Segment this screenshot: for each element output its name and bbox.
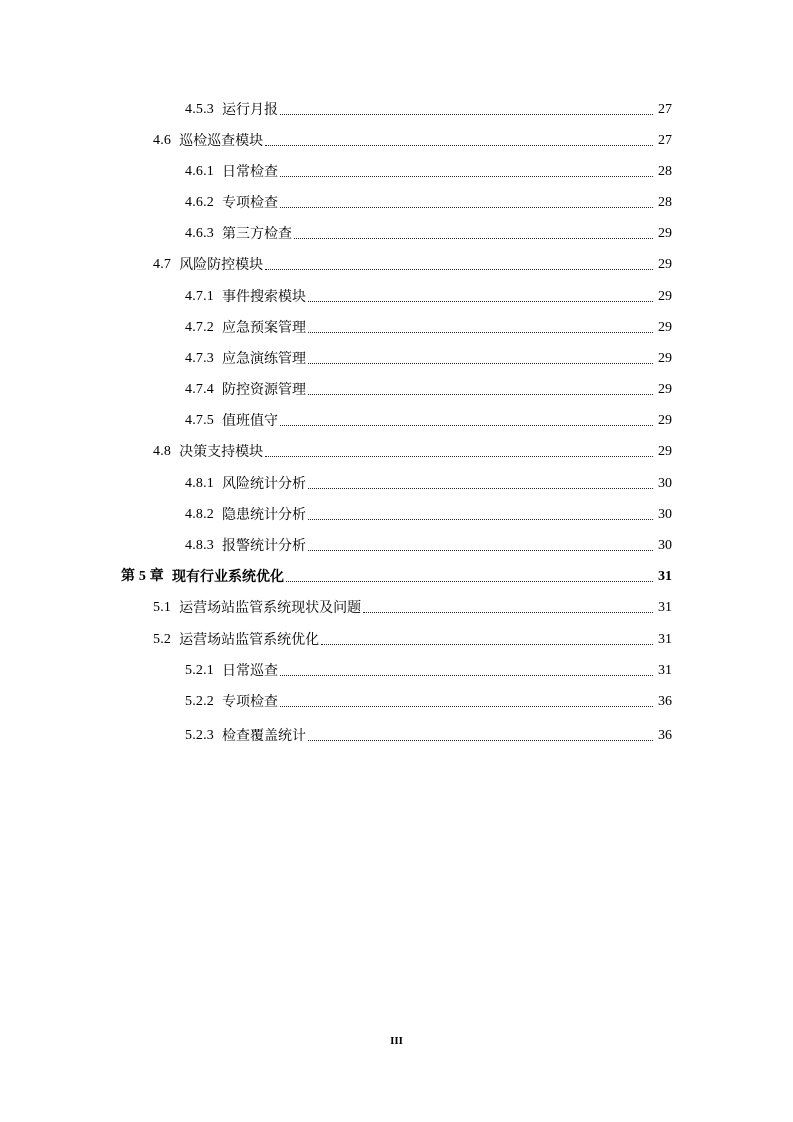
toc-entry-page: 27 bbox=[658, 133, 672, 148]
dot-leader bbox=[265, 456, 653, 457]
toc-entry-number: 4.6 bbox=[153, 133, 172, 148]
toc-entry-page: 29 bbox=[658, 320, 672, 335]
toc-entry-4-7-1[interactable] bbox=[185, 286, 672, 308]
toc-entry-title: 风险防控模块 bbox=[179, 257, 264, 273]
toc-entry-4-7-4[interactable] bbox=[185, 379, 672, 401]
dot-leader bbox=[286, 581, 653, 582]
toc-entry-chapter-5[interactable] bbox=[121, 566, 672, 588]
toc-entry-4-6-1[interactable] bbox=[185, 161, 672, 183]
dot-leader bbox=[280, 114, 653, 115]
toc-entry-page: 28 bbox=[658, 164, 672, 179]
toc-entry-page: 31 bbox=[658, 632, 672, 647]
toc-entry-number: 4.7.4 bbox=[185, 382, 214, 397]
dot-leader bbox=[321, 644, 653, 645]
dot-leader bbox=[265, 145, 653, 146]
toc-entry-number: 5.2.3 bbox=[185, 728, 214, 743]
toc-entry-title: 报警统计分析 bbox=[222, 538, 306, 554]
toc-entry-4-7-3[interactable] bbox=[185, 348, 672, 370]
toc-entry-number: 第 5 章 bbox=[121, 569, 164, 584]
toc-entry-page: 29 bbox=[658, 226, 672, 241]
toc-entry-4-6[interactable] bbox=[153, 130, 672, 152]
toc-entry-page: 36 bbox=[658, 728, 672, 743]
toc-entry-title: 日常检查 bbox=[222, 164, 278, 180]
dot-leader bbox=[280, 425, 653, 426]
toc-entry-title: 专项检查 bbox=[222, 195, 278, 211]
toc-entry-4-7[interactable] bbox=[153, 254, 672, 276]
toc-entry-4-7-2[interactable] bbox=[185, 317, 672, 339]
dot-leader bbox=[308, 519, 653, 520]
toc-entry-title: 隐患统计分析 bbox=[222, 507, 306, 523]
toc-entry-page: 31 bbox=[658, 663, 672, 678]
dot-leader bbox=[280, 207, 653, 208]
toc-entry-page: 28 bbox=[658, 195, 672, 210]
toc-entry-number: 4.7 bbox=[153, 257, 172, 272]
toc-entry-number: 5.2.2 bbox=[185, 694, 214, 709]
dot-leader bbox=[308, 332, 653, 333]
toc-entry-title: 检查覆盖统计 bbox=[222, 728, 306, 744]
toc-entry-number: 4.7.1 bbox=[185, 289, 214, 304]
toc-entry-number: 5.1 bbox=[153, 600, 172, 615]
toc-entry-title: 巡检巡查模块 bbox=[179, 133, 264, 149]
toc-entry-page: 30 bbox=[658, 538, 672, 553]
toc-entry-number: 4.6.3 bbox=[185, 226, 214, 241]
toc-entry-number: 4.8 bbox=[153, 444, 172, 459]
dot-leader bbox=[308, 740, 653, 741]
toc-entry-title: 风险统计分析 bbox=[222, 476, 306, 492]
toc-entry-title: 日常巡查 bbox=[222, 663, 278, 679]
toc-entry-4-6-2[interactable] bbox=[185, 192, 672, 214]
toc-entry-page: 29 bbox=[658, 257, 672, 272]
dot-leader bbox=[308, 301, 653, 302]
toc-entry-page: 30 bbox=[658, 507, 672, 522]
toc-entry-5-2-2[interactable] bbox=[185, 691, 672, 713]
toc-entry-number: 4.7.3 bbox=[185, 351, 214, 366]
toc-entry-title: 应急预案管理 bbox=[222, 320, 306, 336]
toc-entry-page: 29 bbox=[658, 289, 672, 304]
toc-entry-number: 4.8.1 bbox=[185, 476, 214, 491]
toc-entry-title: 第三方检查 bbox=[222, 226, 292, 242]
toc-entry-page: 36 bbox=[658, 694, 672, 709]
toc-entry-page: 31 bbox=[658, 600, 672, 615]
toc-entry-title: 专项检查 bbox=[222, 694, 278, 710]
dot-leader bbox=[280, 706, 653, 707]
toc-entry-title: 防控资源管理 bbox=[222, 382, 306, 398]
toc-entry-title: 事件搜索模块 bbox=[222, 289, 306, 305]
dot-leader bbox=[308, 550, 653, 551]
dot-leader bbox=[280, 176, 653, 177]
toc-entry-4-8-1[interactable] bbox=[185, 473, 672, 495]
toc-entry-4-8-3[interactable] bbox=[185, 535, 672, 557]
dot-leader bbox=[308, 394, 653, 395]
toc-entry-page: 27 bbox=[658, 102, 672, 117]
dot-leader bbox=[265, 269, 653, 270]
toc-entry-page: 29 bbox=[658, 444, 672, 459]
toc-entry-page: 29 bbox=[658, 351, 672, 366]
page-number-footer: III bbox=[390, 1035, 403, 1047]
toc-entry-5-2[interactable] bbox=[153, 629, 672, 651]
toc-entry-4-5-3[interactable] bbox=[185, 99, 672, 121]
toc-entry-title: 值班值守 bbox=[222, 413, 278, 429]
toc-entry-number: 4.5.3 bbox=[185, 102, 214, 117]
toc-entry-title: 决策支持模块 bbox=[179, 444, 264, 460]
toc-entry-number: 4.8.2 bbox=[185, 507, 214, 522]
toc-entry-4-8-2[interactable] bbox=[185, 504, 672, 526]
toc-entry-5-1[interactable] bbox=[153, 597, 672, 619]
toc-entry-4-6-3[interactable] bbox=[185, 223, 672, 245]
toc-entry-number: 4.7.5 bbox=[185, 413, 214, 428]
toc-entry-4-7-5[interactable] bbox=[185, 410, 672, 432]
toc-entry-5-2-1[interactable] bbox=[185, 660, 672, 682]
toc-entry-page: 29 bbox=[658, 413, 672, 428]
toc-entry-4-8[interactable] bbox=[153, 441, 672, 463]
toc-entry-page: 31 bbox=[658, 569, 672, 584]
toc-entry-number: 4.7.2 bbox=[185, 320, 214, 335]
toc-entry-title: 运行月报 bbox=[222, 102, 278, 118]
toc-entry-number: 5.2.1 bbox=[185, 663, 214, 678]
toc-entry-title: 应急演练管理 bbox=[222, 351, 306, 367]
toc-entry-number: 4.6.1 bbox=[185, 164, 214, 179]
dot-leader bbox=[308, 363, 653, 364]
dot-leader bbox=[363, 612, 653, 613]
toc-entry-number: 5.2 bbox=[153, 632, 172, 647]
toc-entry-5-2-3[interactable] bbox=[185, 725, 672, 747]
toc-entry-number: 4.8.3 bbox=[185, 538, 214, 553]
toc-entry-page: 29 bbox=[658, 382, 672, 397]
toc-entry-title: 现有行业系统优化 bbox=[172, 569, 284, 585]
toc-entry-title: 运营场站监管系统优化 bbox=[179, 632, 320, 648]
toc-entry-title: 运营场站监管系统现状及问题 bbox=[179, 600, 362, 616]
toc-entry-number: 4.6.2 bbox=[185, 195, 214, 210]
dot-leader bbox=[294, 238, 653, 239]
dot-leader bbox=[308, 488, 653, 489]
dot-leader bbox=[280, 675, 653, 676]
toc-entry-page: 30 bbox=[658, 476, 672, 491]
